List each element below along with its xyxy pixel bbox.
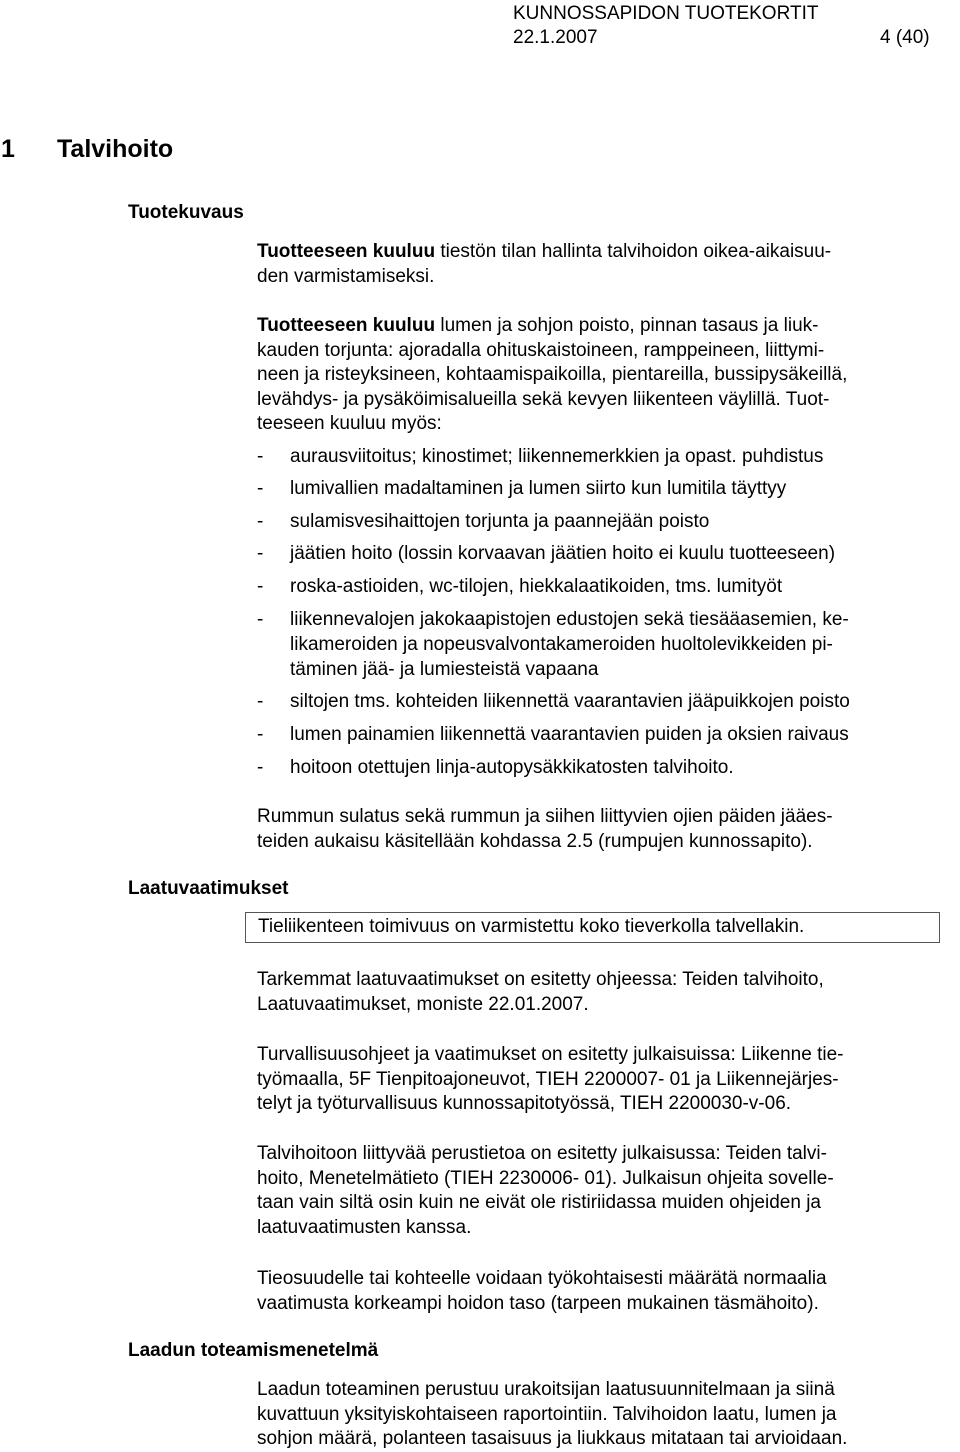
text-line: hoito, Menetelmätieto (TIEH 2230006- 01). Julkaisun ohjeita sovelle- — [257, 1167, 834, 1189]
tuotekuvaus-paragraph-3 — [257, 805, 937, 854]
text-line: kuvattuun yksityiskohtaiseen raportointiin. Talvihoidon laatu, lumen ja — [257, 1403, 837, 1425]
list-item-text: siltojen tms. kohteiden liikennettä vaarantavien jääpuikkojen poisto — [290, 691, 850, 712]
boxed-quality-statement: Tieliikenteen toimivuus on varmistettu koko tieverkolla talvellakin. — [245, 912, 940, 943]
section-number: 1 — [1, 135, 15, 163]
dash: - — [257, 691, 264, 712]
text-line: Tieosuudelle tai kohteelle voidaan työkohtaisesti määrätä normaalia — [257, 1268, 827, 1289]
list-item-text: liikennevalojen jakokaapistojen edustojen sekä tiesääasemien, ke- — [290, 609, 849, 630]
text-line: kauden torjunta: ajoradalla ohituskaistoineen, ramppeineen, liittymi- — [257, 339, 825, 361]
page-number: 4 (40) — [880, 27, 930, 48]
list-item-text: lumivallien madaltaminen ja lumen siirto kun lumitila täyttyy — [290, 478, 787, 499]
text-line: den varmistamiseksi. — [257, 265, 435, 287]
text-line: vaatimusta korkeampi hoidon taso (tarpeen mukainen täsmähoito). — [257, 1292, 819, 1314]
laadun-toteamis-paragraph — [257, 1378, 937, 1452]
tuotekuvaus-paragraph-1 — [257, 240, 937, 289]
text-line: tiestön tilan hallinta talvihoidon oikea-aikaisuu- — [435, 241, 832, 262]
heading-laatuvaatimukset: Laatuvaatimukset — [128, 878, 289, 899]
dash: - — [257, 446, 264, 467]
bold-lead: Tuotteeseen kuuluu — [257, 315, 436, 336]
bullet-list — [257, 445, 937, 785]
bold-lead: Tuotteeseen kuuluu — [257, 241, 436, 262]
text-line: Laadun toteaminen perustuu urakoitsijan laatusuunnitelmaan ja siinä — [257, 1379, 835, 1400]
text-line: neen ja risteyksineen, kohtaamispaikoilla, pientareilla, bussipysäkeillä, — [257, 364, 848, 385]
dash: - — [257, 757, 264, 778]
text-line: Rummun sulatus sekä rummun ja siihen liittyvien ojien päiden jääes- — [257, 806, 833, 827]
tuotekuvaus-paragraph-2 — [257, 314, 937, 437]
dash: - — [257, 478, 264, 499]
text-line: työmaalla, 5F Tienpitoajoneuvot, TIEH 2200007- 01 ja Liikennejärjes- — [257, 1068, 839, 1090]
text-line: sohjon määrä, polanteen tasaisuus ja liukkaus mitataan tai arvioidaan. — [257, 1428, 848, 1449]
list-item-text: sulamisvesihaittojen torjunta ja paannejään poisto — [290, 511, 710, 532]
text-line: teeseen kuuluu myös: — [257, 413, 442, 434]
laatuvaatimukset-paragraph-4 — [257, 1267, 937, 1316]
list-item-text: roska-astioiden, wc-tilojen, hiekkalaatikoiden, tms. lumityöt — [290, 576, 783, 597]
dash: - — [257, 543, 264, 564]
list-item-text: hoitoon otettujen linja-autopysäkkikatosten talvihoito. — [290, 757, 734, 778]
text-line: telyt ja työturvallisuus kunnossapitotyössä, TIEH 2200030-v-06. — [257, 1093, 792, 1114]
text-line: Laatuvaatimukset, moniste 22.01.2007. — [257, 993, 589, 1015]
list-item-text: likameroiden ja nopeusvalvontakameroiden huoltolevikkeiden pi- — [290, 634, 833, 655]
text-line: laatuvaatimusten kanssa. — [257, 1216, 472, 1238]
text-line: Turvallisuusohjeet ja vaatimukset on esitetty julkaisuissa: Liikenne tie- — [257, 1044, 844, 1065]
laatuvaatimukset-paragraph-1 — [257, 968, 937, 1017]
list-item-text: täminen jää- ja lumiesteistä vapaana — [290, 659, 599, 680]
list-item-text: lumen painamien liikennettä vaarantavien puiden ja oksien raivaus — [290, 724, 849, 745]
heading-laadun-toteamismenetelma: Laadun toteamismenetelmä — [128, 1340, 379, 1361]
laatuvaatimukset-paragraph-3 — [257, 1142, 937, 1240]
text-line: Tarkemmat laatuvaatimukset on esitetty ohjeessa: Teiden talvihoito, — [257, 969, 824, 990]
dash: - — [257, 511, 264, 532]
document-title: KUNNOSSAPIDON TUOTEKORTIT — [513, 3, 819, 24]
text-line: taan vain siltä osin kuin ne eivät ole ristiriidassa muiden ohjeiden ja — [257, 1192, 821, 1213]
text-line: lumen ja sohjon poisto, pinnan tasaus ja liuk- — [435, 315, 819, 336]
heading-tuotekuvaus: Tuotekuvaus — [128, 202, 244, 223]
text-line: Talvihoitoon liittyvää perustietoa on esitetty julkaisussa: Teiden talvi- — [257, 1143, 827, 1164]
laatuvaatimukset-paragraph-2 — [257, 1043, 937, 1117]
section-title: Talvihoito — [57, 135, 174, 163]
list-item-text: jäätien hoito (lossin korvaavan jäätien hoito ei kuulu tuotteeseen) — [290, 543, 836, 564]
list-item-text: aurausviitoitus; kinostimet; liikennemerkkien ja opast. puhdistus — [290, 446, 824, 467]
text-line: teiden aukaisu käsitellään kohdassa 2.5 (rumpujen kunnossapito). — [257, 830, 813, 852]
document-date: 22.1.2007 — [513, 27, 598, 48]
dash: - — [257, 609, 264, 630]
dash: - — [257, 576, 264, 597]
dash: - — [257, 724, 264, 745]
text-line: levähdys- ja pysäköimisalueilla sekä kevyen liikenteen väylillä. Tuot- — [257, 388, 830, 410]
